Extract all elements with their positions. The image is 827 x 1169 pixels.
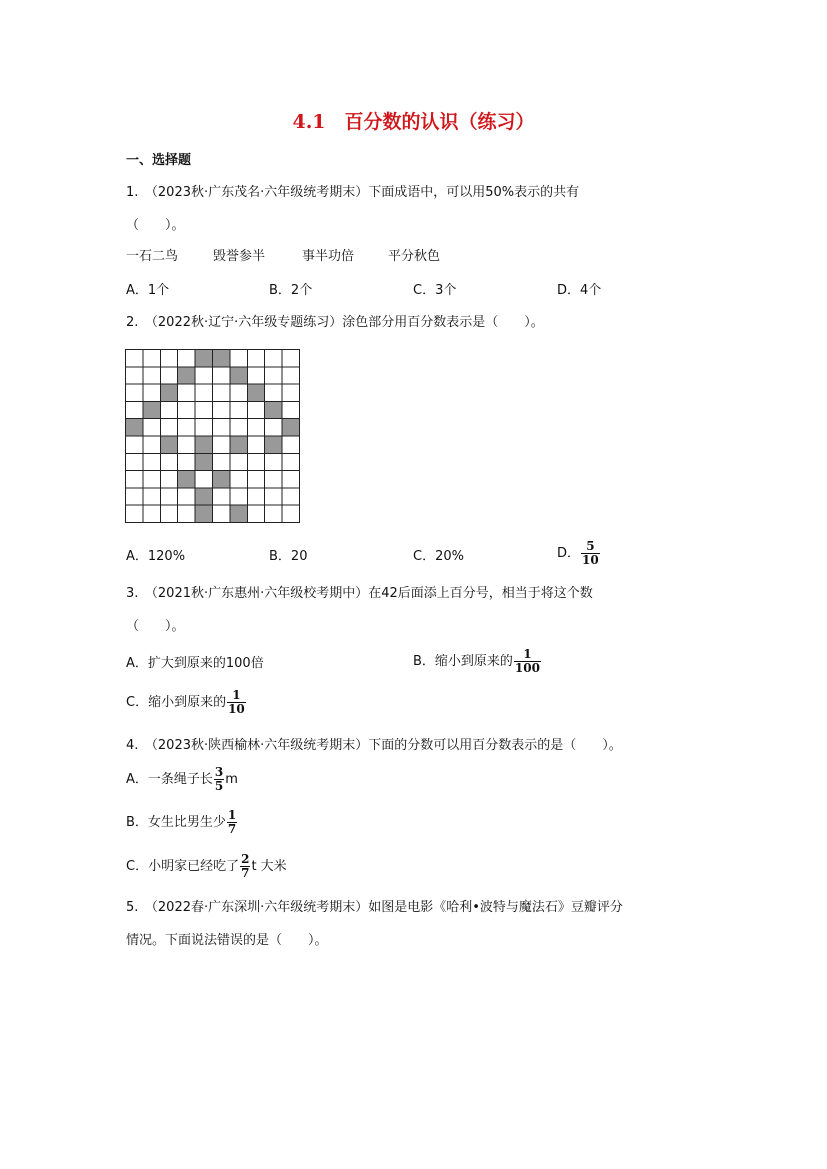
grid-cell [247,401,264,418]
grid-cell [143,505,160,522]
grid-cell [247,471,264,488]
q3-stem-line2: （ ）。 [126,619,185,634]
fraction-denominator: 7 [227,822,237,837]
fraction-denominator: 5 [214,779,224,794]
q4-option-b[interactable] [126,809,238,836]
grid-cell-shaded [213,350,230,367]
fraction-numerator: 2 [241,852,250,866]
grid-cell [213,488,230,505]
q3-option-a[interactable]: A．扩大到原来的100倍 [126,656,264,671]
q2-stem: 2. （2022秋·辽宁·六年级专题练习）涂色部分用百分数表示是（ ）。 [126,315,544,330]
q1-option-b[interactable]: B．2个 [269,283,313,298]
grid-cell-shaded [230,436,247,453]
grid-cell [160,505,177,522]
grid-cell [178,401,195,418]
grid-cell [126,471,143,488]
grid-cell [282,350,299,367]
grid-cell [178,505,195,522]
q1-option-a[interactable]: A．1个 [126,283,170,298]
grid-cell [143,453,160,470]
grid-cell [126,401,143,418]
grid-cell-shaded [178,471,195,488]
grid-cell [230,419,247,436]
grid-cell-shaded [265,401,282,418]
fraction-denominator: 10 [582,553,599,568]
fraction-denominator: 7 [241,866,250,881]
grid-cell [178,436,195,453]
q2-option-a[interactable]: A．120% [126,549,186,564]
grid-cell [282,436,299,453]
q1-idiom-4: 平分秋色 [388,249,441,264]
grid-cell [126,488,143,505]
grid-cell [143,436,160,453]
grid-cell-shaded [230,367,247,384]
q4-option-a-fraction [214,766,224,793]
q1-idiom-3: 事半功倍 [302,249,355,264]
q1-idiom-2: 毁誉参半 [213,249,266,264]
grid-cell [230,471,247,488]
grid-cell [143,350,160,367]
grid-cell [195,471,212,488]
grid-cell [265,505,282,522]
fraction-denominator: 100 [514,661,540,676]
grid-cell [143,471,160,488]
grid-cell [178,384,195,401]
grid-cell [247,488,264,505]
grid-cell [195,419,212,436]
grid-cell [282,384,299,401]
grid-cell [247,419,264,436]
grid-cell [178,419,195,436]
grid-cell [126,453,143,470]
fraction-numerator: 3 [214,765,224,779]
grid-cell [195,367,212,384]
q3-option-c[interactable] [126,689,247,716]
grid-cell [213,436,230,453]
grid-cell [160,471,177,488]
grid-cell-shaded [230,505,247,522]
grid-cell-shaded [195,488,212,505]
grid-cell-shaded [195,436,212,453]
q3-option-c-label: C．缩小到原来的 [126,695,227,711]
page-title: 4.1 百分数的认识（练习） [292,111,535,133]
fraction-numerator: 1 [232,688,241,702]
q4-option-a-label: A．一条绳子长 [126,772,213,788]
q4-option-b-label: B．女生比男生少 [126,815,226,831]
q3-option-b[interactable] [413,648,542,675]
grid-cell [247,453,264,470]
fraction-numerator: 1 [227,808,237,822]
grid-cell [178,488,195,505]
q3-option-b-label: B．缩小到原来的 [413,654,513,670]
grid-cell [265,419,282,436]
grid-cell [265,488,282,505]
grid-cell [282,471,299,488]
grid-cell [178,453,195,470]
grid-cell [143,419,160,436]
grid-cell [247,350,264,367]
q5-stem-line1: 5. （2022春·广东深圳·六年级统考期末）如图是电影《哈利•波特与魔法石》豆瓣评分 [126,900,623,915]
grid-cell [160,453,177,470]
grid-cell [282,367,299,384]
grid-cell [213,419,230,436]
q4-option-c-label: C．小明家已经吃了 [126,859,240,875]
hundred-square-grid [125,349,300,523]
grid-cell [247,436,264,453]
grid-cell-shaded [265,436,282,453]
grid-cell-shaded [282,419,299,436]
fraction-numerator: 1 [523,647,532,661]
grid-cell [265,471,282,488]
grid-cell [213,384,230,401]
grid-cell [195,401,212,418]
grid-cell [213,505,230,522]
grid-cell [265,350,282,367]
grid-cell [178,350,195,367]
q4-option-a-unit: m [225,772,238,788]
grid-cell [247,505,264,522]
grid-cell [230,401,247,418]
grid-cell [160,488,177,505]
grid-cell-shaded [160,384,177,401]
grid-cell [160,419,177,436]
q3-option-b-fraction [514,648,541,675]
grid-cell [213,367,230,384]
q2-option-d[interactable] [557,540,601,567]
q1-stem-line1: 1. （2023秋·广东茂名·六年级统考期末）下面成语中，可以用50%表示的共有 [126,185,580,200]
q4-option-c-unit: t 大米 [251,859,287,875]
grid-cell [213,401,230,418]
q3-stem-line1: 3. （2021秋·广东惠州·六年级校考期中）在42后面添上百分号，相当于将这个数 [126,586,593,601]
grid-cell [126,384,143,401]
q2-option-c[interactable]: C．20% [413,549,464,564]
q2-option-d-fraction [581,540,600,567]
fraction-numerator: 5 [586,539,595,553]
q2-option-d-label: D． [557,546,581,562]
grid-cell-shaded [143,401,160,418]
grid-cell [265,367,282,384]
q1-option-d[interactable]: D．4个 [557,283,602,298]
q4-option-c-fraction [240,853,250,880]
q1-idiom-1: 一石二鸟 [126,249,179,264]
grid-cell [126,367,143,384]
grid-cell [126,505,143,522]
grid-cell [282,401,299,418]
grid-cell [213,453,230,470]
grid-cell-shaded [160,436,177,453]
grid-cell [265,453,282,470]
q1-stem-line2: （ ）。 [126,218,185,233]
grid-cell [143,488,160,505]
grid-cell [265,384,282,401]
grid-cell [230,350,247,367]
q4-option-c[interactable] [126,853,287,880]
grid-cell-shaded [195,453,212,470]
grid-cell-shaded [213,471,230,488]
q5-stem-line2: 情况。下面说法错误的是（ ）。 [126,933,328,948]
grid-cell-shaded [178,367,195,384]
grid-cell [143,384,160,401]
grid-cell [247,367,264,384]
q1-option-c[interactable]: C．3个 [413,283,457,298]
grid-cell [160,350,177,367]
grid-cell-shaded [195,505,212,522]
grid-cell [282,488,299,505]
q4-option-b-fraction [227,809,237,836]
grid-cell [282,453,299,470]
section-heading: 一、选择题 [126,153,192,168]
grid-cell [230,453,247,470]
q4-stem: 4. （2023秋·陕西榆林·六年级统考期末）下面的分数可以用百分数表示的是（ ）。 [126,738,622,753]
grid-cell-shaded [247,384,264,401]
grid-cell [230,384,247,401]
grid-cell [195,384,212,401]
grid-cell [230,488,247,505]
q2-option-b[interactable]: B．20 [269,549,308,564]
grid-cell [160,401,177,418]
q4-option-a[interactable] [126,766,238,793]
fraction-denominator: 10 [228,702,245,717]
grid-cell-shaded [195,350,212,367]
grid-cell-shaded [126,419,143,436]
grid-cell [160,367,177,384]
grid-cell [126,350,143,367]
q3-option-c-fraction [227,689,246,716]
grid-cell [282,505,299,522]
grid-cell [143,367,160,384]
grid-cell [126,436,143,453]
